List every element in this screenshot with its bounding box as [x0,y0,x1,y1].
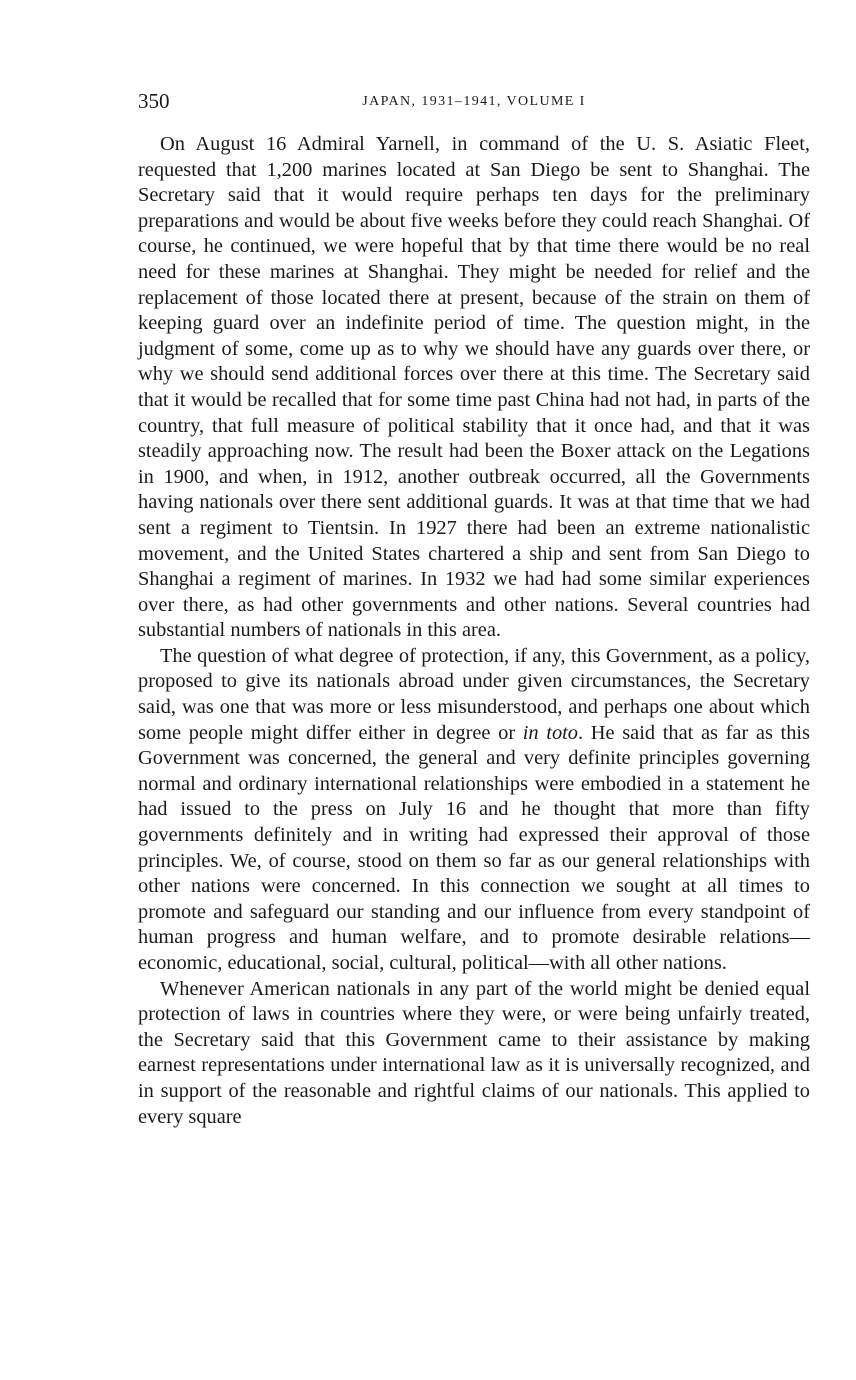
page-header [138,86,810,116]
paragraph-2-text-after-italic: . He said that as far as this Government was concerned, the general and very definite principles governing normal and ordinary international relationships were embodied in a statement he had issued to the press on July 16 and he thought that more than fifty governments definitely and in writing had expressed their approval of those principles. We, of course, stood on them so far as our general relationships with other nations were concerned. In this connection we sought at all times to promote and safeguard our standing and our influence from every standpoint of human progress and human welfare, and to promote desirable relations—economic, educational, social, cultural, political—with all other nations. [138,721,810,974]
page-number: 350 [138,89,170,113]
paragraph-2 [138,644,810,977]
paragraph-3: Whenever American nationals in any part of the world might be denied equal protection of laws in countries where they were, or were being unfairly treated, the Secretary said that this Government came to their assistance by making earnest representations under international law as it is universally recognized, and in support of the reasonable and rightful claims of our nationals. This applied to every square [138,977,810,1128]
running-head: JAPAN, 1931–1941, VOLUME I [362,94,586,109]
paragraph-2-text-before-italic: The question of what degree of protection, if any, this Government, as a policy, proposed to give its nationals abroad under given circumstances, the Secretary said, was one that was more or less misunderstood, and perhaps one about which some people might differ either in degree or [138,644,810,744]
paragraph-2-italic-phrase: in toto [522,721,579,744]
body-text [138,132,810,1130]
paragraph-1: On August 16 Admiral Yarnell, in command of the U. S. Asiatic Fleet, requested that 1,200 marines located at San Diego be sent to Shanghai. The Secretary said that it would require perhaps ten days for the preliminary preparations and would be about five weeks before they could reach Shanghai. Of course, he continued, we were hopeful that by that time there would be no real need for these marines at Shanghai. They might be needed for relief and the replacement of those located there at present, because of the strain on them of keeping guard over an indefinite period of time. The question might, in the judgment of some, come up as to why we should have any guards over there, or why we should send additional forces over there at this time. The Secretary said that it would be recalled that for some time past China had not had, in parts of the country, that full measure of political stability that it once had, and that it was steadily approaching now. The result had been the Boxer attack on the Legations in 1900, and when, in 1912, another outbreak occurred, all the Governments having nationals over there sent additional guards. It was at that time that we had sent a regiment to Tientsin. In 1927 there had been an extreme nationalistic movement, and the United States chartered a ship and sent from San Diego to Shanghai a regiment of marines. In 1932 we had had some similar experiences over there, as had other governments and other nations. Several countries had substantial numbers of nationals in this area. [138,133,810,642]
